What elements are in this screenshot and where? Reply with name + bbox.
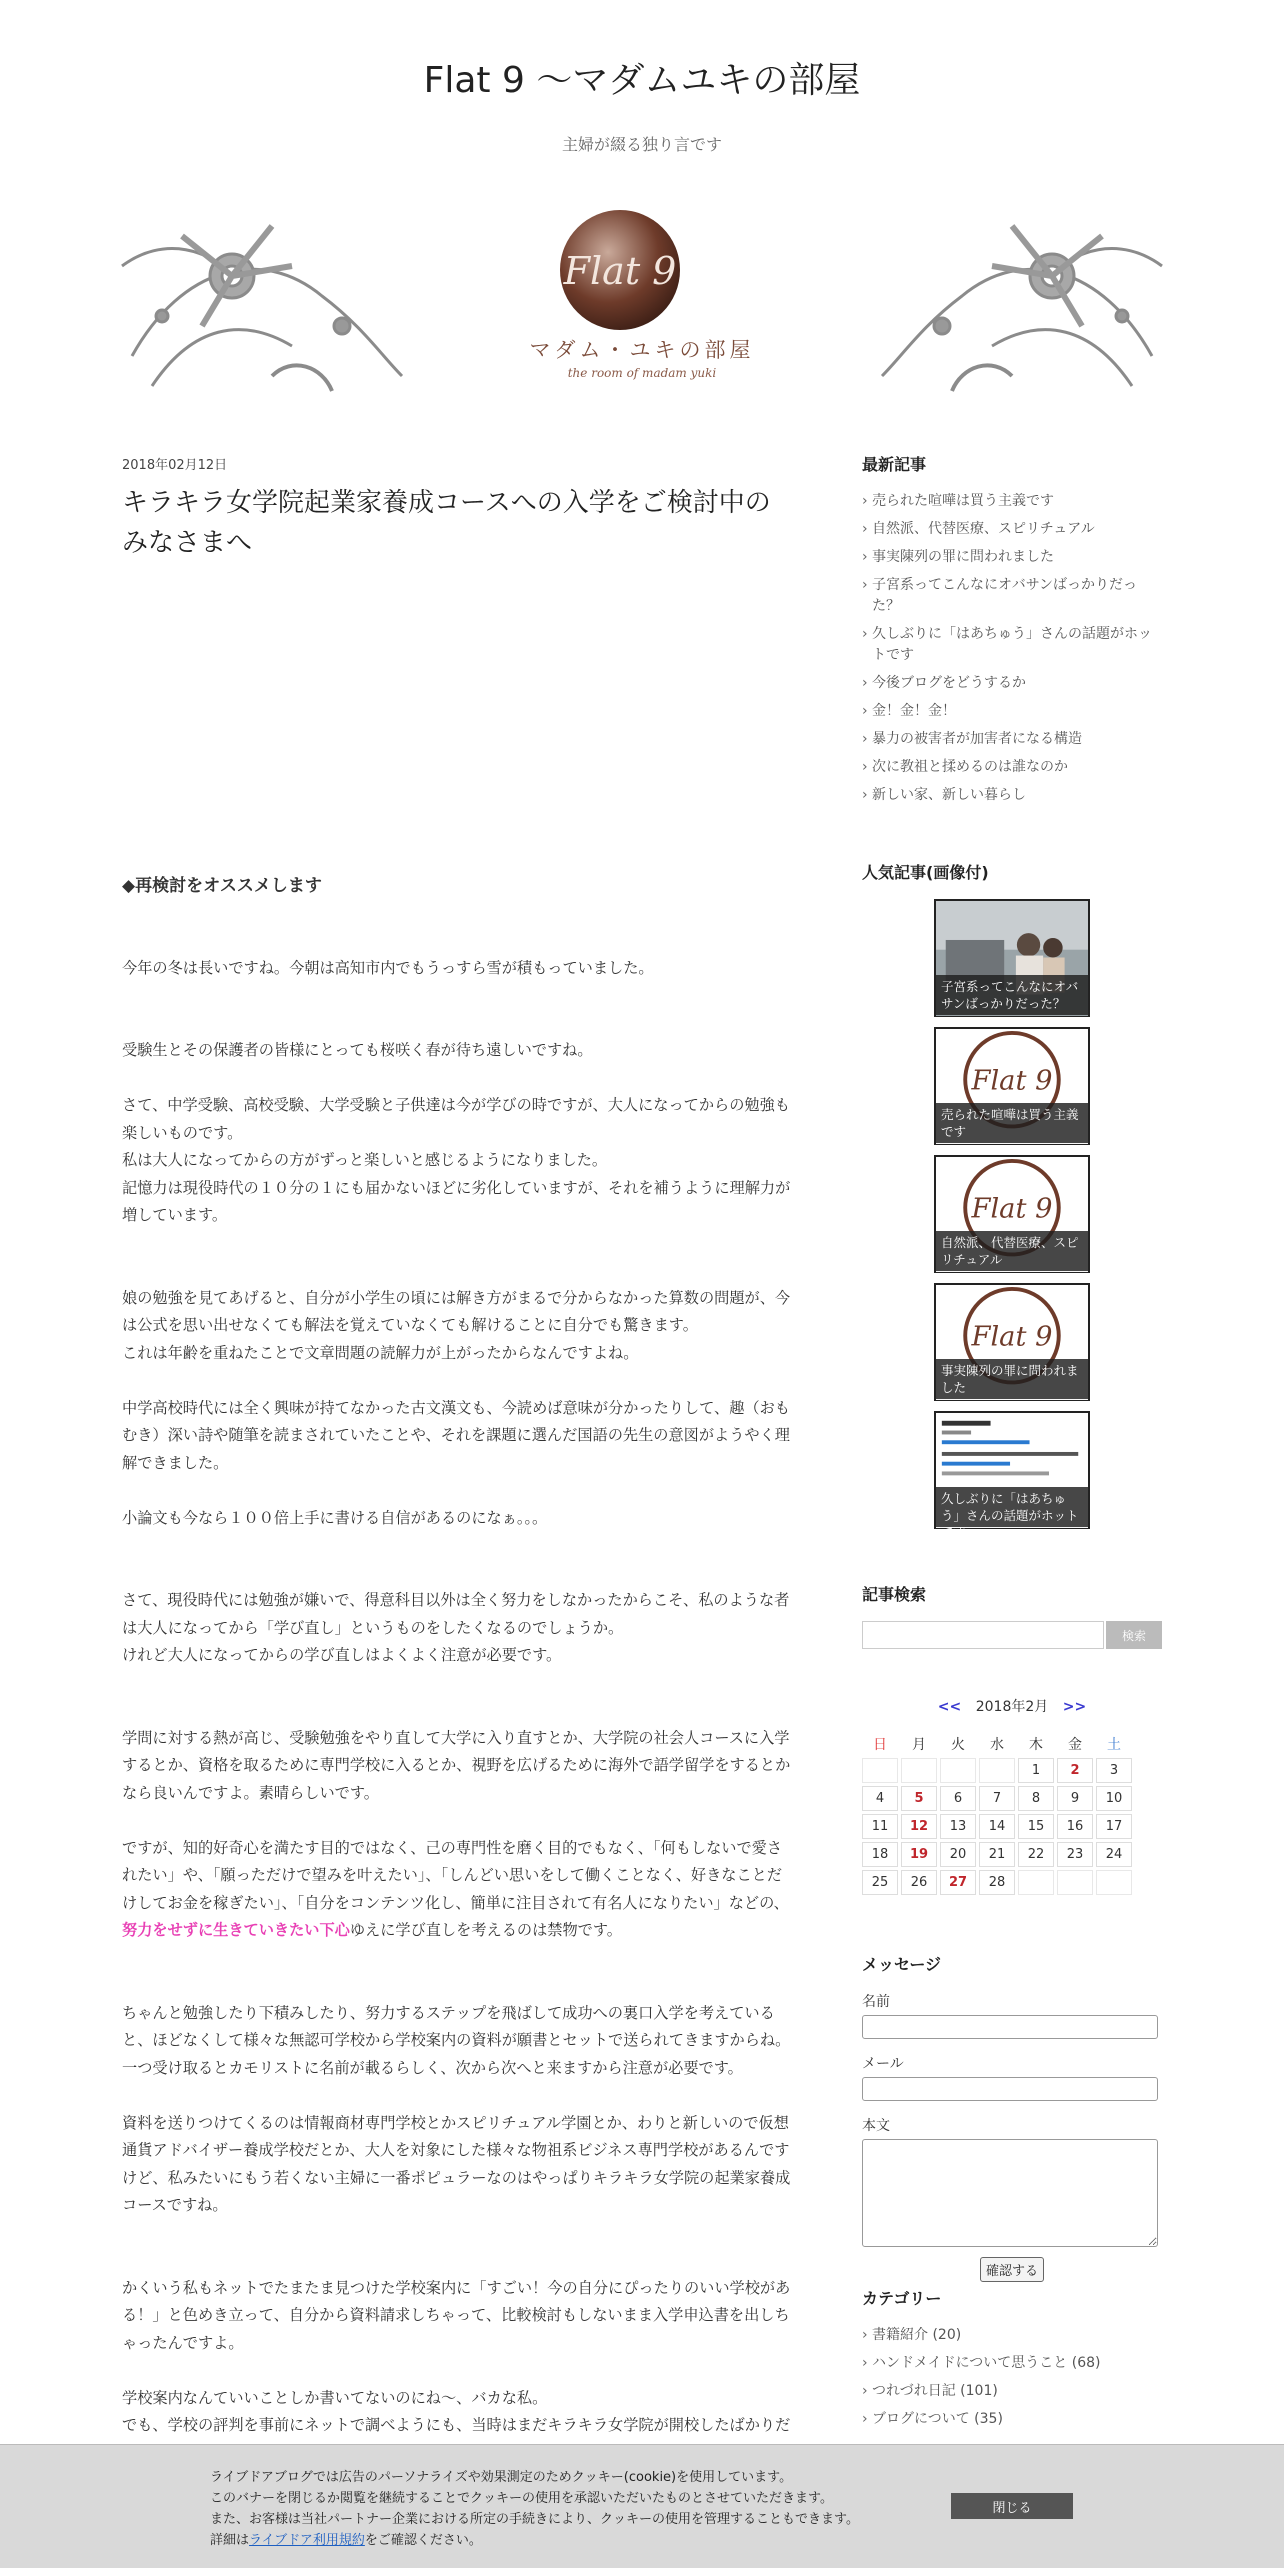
calendar-empty-cell <box>862 1758 898 1783</box>
calendar-day: 28 <box>979 1870 1015 1895</box>
calendar-day: 3 <box>1096 1758 1132 1783</box>
category-link[interactable]: › つれづれ日記 (101) <box>862 2381 1162 2402</box>
post-heading: ◆再検討をオススメします <box>122 876 322 896</box>
calendar-day: 21 <box>979 1842 1015 1867</box>
popular-post-card[interactable] <box>934 1155 1090 1273</box>
calendar-day: 8 <box>1018 1786 1054 1811</box>
calendar-day: 16 <box>1057 1814 1093 1839</box>
recent-post-link[interactable]: › 久しぶりに「はあちゅう」さんの話題がホットです <box>862 624 1162 666</box>
calendar-day-link[interactable]: 5 <box>901 1786 937 1811</box>
article <box>122 454 794 2495</box>
cookie-notice-text: ライブドアブログでは広告のパーソナライズや効果測定のためクッキー(cookie)を使用しています。 このバナーを閉じるか閲覧を継続することでクッキーの使用を承認いただいたものとさせていただきます。 また、お客様は当社パートナー企業における所定の手続きにより、クッキーの使用を管理することもできます。 詳細はライブドア利用規約をご確認ください。 <box>210 2470 859 2548</box>
paragraph: かくいう私もネットでたまたま見つけた学校案内に「すごい！今の自分にぴったりのいい学校がある！」と色めき立って、自分から資料請求しちゃって、比較検討もしないまま入学申込書を出しちゃったんですよ。 <box>122 2278 791 2352</box>
category-link[interactable]: › ブログについて (35) <box>862 2409 1162 2430</box>
category-link[interactable]: › ハンドメイドについて思うこと (68) <box>862 2353 1162 2374</box>
calendar-header <box>862 1696 1162 1716</box>
post-body <box>122 873 794 2467</box>
calendar-week-row <box>862 1758 1132 1783</box>
recent-post-link[interactable]: › 自然派、代替医療、スピリチュアル <box>862 519 1162 540</box>
weekday-header: 土 <box>1107 1737 1121 1753</box>
calendar-day: 6 <box>940 1786 976 1811</box>
calendar-day: 11 <box>862 1814 898 1839</box>
calendar-empty-cell <box>1018 1870 1054 1895</box>
calendar-day-link[interactable]: 27 <box>940 1870 976 1895</box>
message-title: メッセージ <box>862 1955 942 1974</box>
terms-link[interactable]: ライブドア利用規約 <box>249 2533 365 2548</box>
calendar-day: 24 <box>1096 1842 1132 1867</box>
email-label: メール <box>862 2056 904 2072</box>
post-date: 2018年02月12日 <box>122 458 228 473</box>
calendar-week-row <box>862 1786 1132 1811</box>
calendar-table <box>859 1730 1135 1898</box>
calendar-prev-link[interactable]: << <box>937 1699 962 1715</box>
calendar-week-row <box>862 1842 1132 1867</box>
category-title: カテゴリー <box>862 2289 942 2308</box>
popular-post-caption: 売られた喧嘩は買う主義です <box>936 1103 1088 1143</box>
recent-post-link[interactable]: › 新しい家、新しい暮らし <box>862 785 1162 806</box>
header-banner[interactable] <box>122 206 1162 398</box>
calendar-day: 23 <box>1057 1842 1093 1867</box>
paragraph: 受験生とその保護者の皆様にとっても桜咲く春が待ち遠しいですね。 <box>122 1041 593 1059</box>
paragraph: 小論文も今なら１００倍上手に書ける自信があるのになぁ。。。 <box>122 1508 548 1527</box>
popular-post-card[interactable] <box>934 1411 1090 1540</box>
popular-post-caption: 自然派、代替医療、スピリチュアル <box>936 1231 1088 1271</box>
paragraph: 娘の勉強を見てあげると、自分が小学生の頃には解き方がまるで分からなかった算数の問題が、今は公式を思い出せなくても解法を覚えていなくても解けることに自分でも驚きます。 これは年齢を重ねたことで文章問題の読解力が上がったからなんですよね。 <box>122 1288 791 1362</box>
recent-post-link[interactable]: › 子宮系ってこんなにオバサンばっかりだった？ <box>862 575 1162 617</box>
banner-title: マダム・ユキの部屋 <box>529 338 755 362</box>
recent-post-link[interactable]: › 事実陳列の罪に問われました <box>862 547 1162 568</box>
calendar-day: 15 <box>1018 1814 1054 1839</box>
calendar-empty-cell <box>979 1758 1015 1783</box>
recent-post-link[interactable]: › 金！金！金！ <box>862 701 1162 722</box>
cookie-consent-bar <box>0 2444 1284 2568</box>
calendar-day: 20 <box>940 1842 976 1867</box>
search-input[interactable] <box>862 1621 1104 1649</box>
recent-post-link[interactable]: › 次に教祖と揉めるのは誰なのか <box>862 757 1162 778</box>
post-title[interactable]: キラキラ女学院起業家養成コースへの入学をご検討中のみなさまへ <box>122 488 771 558</box>
message-body-textarea[interactable] <box>862 2139 1158 2247</box>
calendar-day: 13 <box>940 1814 976 1839</box>
calendar-empty-cell <box>901 1758 937 1783</box>
calendar-empty-cell <box>1057 1870 1093 1895</box>
calendar-day: 18 <box>862 1842 898 1867</box>
calendar-widget <box>862 1696 1162 1898</box>
calendar-next-link[interactable]: >> <box>1062 1699 1087 1715</box>
popular-post-card[interactable] <box>934 1027 1090 1145</box>
calendar-day: 9 <box>1057 1786 1093 1811</box>
message-widget <box>862 1952 1162 2282</box>
cookie-close-button[interactable]: 閉じる <box>951 2493 1073 2519</box>
paragraph: 資料を送りつけてくるのは情報商材専門学校とかスピリチュアル学園とか、わりと新しいので仮想通貨アドバイザー養成学校だとか、大人を対象にした様々な物祖系ビジネス専門学校があるんですけど、私みたいにもう若くない主婦に一番ポピュラーなのはやっぱりキラキラ女学院の起業家養成コースですね。 <box>122 2113 791 2214</box>
weekday-header: 日 <box>873 1737 887 1753</box>
popular-posts-widget <box>862 860 1162 1539</box>
calendar-day: 25 <box>862 1870 898 1895</box>
calendar-empty-cell <box>1096 1870 1132 1895</box>
search-button[interactable]: 検索 <box>1106 1621 1162 1649</box>
search-title: 記事検索 <box>862 1585 927 1604</box>
calendar-day: 4 <box>862 1786 898 1811</box>
recent-post-link[interactable]: › 今後ブログをどうするか <box>862 673 1162 694</box>
popular-post-caption: 事実陳列の罪に問われました <box>936 1359 1088 1399</box>
calendar-week-row <box>862 1870 1132 1895</box>
weekday-header: 火 <box>951 1737 965 1753</box>
category-widget <box>862 2286 1162 2437</box>
paragraph: 学問に対する熱が高じ、受験勉強をやり直して大学に入り直すとか、大学院の社会人コースに入学するとか、資格を取るために専門学校に入るとか、視野を広げるために海外で語学留学をするとかなら良いんですよ。素晴らしいです。 <box>122 1728 791 1802</box>
svg-text:Flat 9: Flat 9 <box>971 1065 1053 1097</box>
recent-posts-title: 最新記事 <box>862 455 927 474</box>
search-widget <box>862 1582 1162 1649</box>
weekday-header: 月 <box>912 1737 926 1753</box>
popular-post-card[interactable] <box>934 1283 1090 1401</box>
calendar-day: 22 <box>1018 1842 1054 1867</box>
calendar-day-link[interactable]: 19 <box>901 1842 937 1867</box>
popular-posts-title: 人気記事(画像付) <box>862 863 989 882</box>
weekday-header: 木 <box>1029 1737 1043 1753</box>
paragraph: さて、現役時代には勉強が嫌いで、得意科目以外は全く努力をしなかったからこそ、私のような者は大人になってから「学び直し」というものをしたくなるのでしょうか。 けれど大人になってからの学び直しはよくよく注意が必要です。 <box>122 1591 790 1664</box>
banner-subtitle: the room of madam yuki <box>567 366 717 380</box>
calendar-day: 26 <box>901 1870 937 1895</box>
calendar-day: 14 <box>979 1814 1015 1839</box>
paragraph: 学校案内なんていいことしか書いてないのにね〜、バカな私。 でも、学校の評判を事前にネットで調べようにも、当時はまだキラキラ女学院が開校したばかりだ <box>122 2388 791 2434</box>
weekday-header: 水 <box>990 1737 1004 1753</box>
calendar-month: 2018年2月 <box>975 1699 1049 1715</box>
email-field[interactable] <box>862 2077 1158 2101</box>
calendar-day: 1 <box>1018 1758 1054 1783</box>
calendar-day-link[interactable]: 2 <box>1057 1758 1093 1783</box>
calendar-empty-cell <box>940 1758 976 1783</box>
svg-text:Flat 9: Flat 9 <box>563 249 677 293</box>
recent-posts-widget <box>862 452 1162 813</box>
calendar-week-row <box>862 1814 1132 1839</box>
calendar-day: 7 <box>979 1786 1015 1811</box>
paragraph: 中学高校時代には全く興味が持てなかった古文漢文も、今読めば意味が分かったりして、趣（おもむき）深い詩や随筆を読まされていたことや、それを課題に選んだ国語の先生の意図がようやく理解できました。 <box>122 1398 790 1472</box>
paragraph: さて、中学受験、高校受験、大学受験と子供達は今が学びの時ですが、大人になってからの勉強も楽しいものです。 私は大人になってからの方がずっと楽しいと感じるようになりました。 記憶力は現役時代の１０分の１にも届かないほどに劣化していますが、それを補うように理解力が増しています。 <box>122 1096 791 1224</box>
popular-post-card[interactable] <box>934 899 1090 1017</box>
paragraph: ちゃんと勉強したり下積みしたり、努力するステップを飛ばして成功への裏口入学を考えていると、ほどなくして様々な無認可学校から学校案内の資料が願書とセットで送られてきますからね。 一つ受け取るとカモリストに名前が載るらしく、次から次へと来ますから注意が必要です。 <box>122 2003 791 2077</box>
site-title[interactable]: Flat 9 〜マダムユキの部屋 <box>423 60 861 101</box>
svg-text:Flat 9: Flat 9 <box>971 1193 1053 1225</box>
paragraph: 今年の冬は長いですね。今朝は高知市内でもうっすら雪が積もっていました。 <box>122 958 654 977</box>
recent-post-link[interactable]: › 売られた喧嘩は買う主義です <box>862 491 1162 512</box>
calendar-day: 10 <box>1096 1786 1132 1811</box>
category-link[interactable]: › 書籍紹介 (20) <box>862 2325 1162 2346</box>
name-label: 名前 <box>862 1994 890 2010</box>
popular-post-caption: 子宮系ってこんなにオバサンばっかりだった？ <box>936 975 1088 1015</box>
highlight-text: 努力をせずに生きていきたい下心 <box>122 1921 350 1939</box>
popular-post-caption: 久しぶりに「はあちゅう」さんの話題がホットです <box>936 1487 1088 1527</box>
paragraph: ですが、知的好奇心を満たす目的ではなく、己の専門性を磨く目的でもなく、「何もしないで愛されたい」や、「願っただけで望みを叶えたい」、「しんどい思いをして働くことなく、好きなことだけしてお金を稼ぎたい」、「自分をコンテンツ化し、簡単に注目されて有名人になりたい」などの、努力をせずに生きていきたい下心ゆえに学び直しを考えるのは禁物です。 <box>122 1838 789 1939</box>
calendar-day-link[interactable]: 12 <box>901 1814 937 1839</box>
weekday-header: 金 <box>1068 1737 1082 1753</box>
site-description: 主婦が綴る独り言です <box>561 135 722 154</box>
name-field[interactable] <box>862 2015 1158 2039</box>
confirm-button[interactable]: 確認する <box>980 2257 1044 2282</box>
recent-post-link[interactable]: › 暴力の被害者が加害者になる構造 <box>862 729 1162 750</box>
svg-text:Flat 9: Flat 9 <box>971 1321 1053 1353</box>
calendar-day: 17 <box>1096 1814 1132 1839</box>
body-label: 本文 <box>862 2118 890 2134</box>
